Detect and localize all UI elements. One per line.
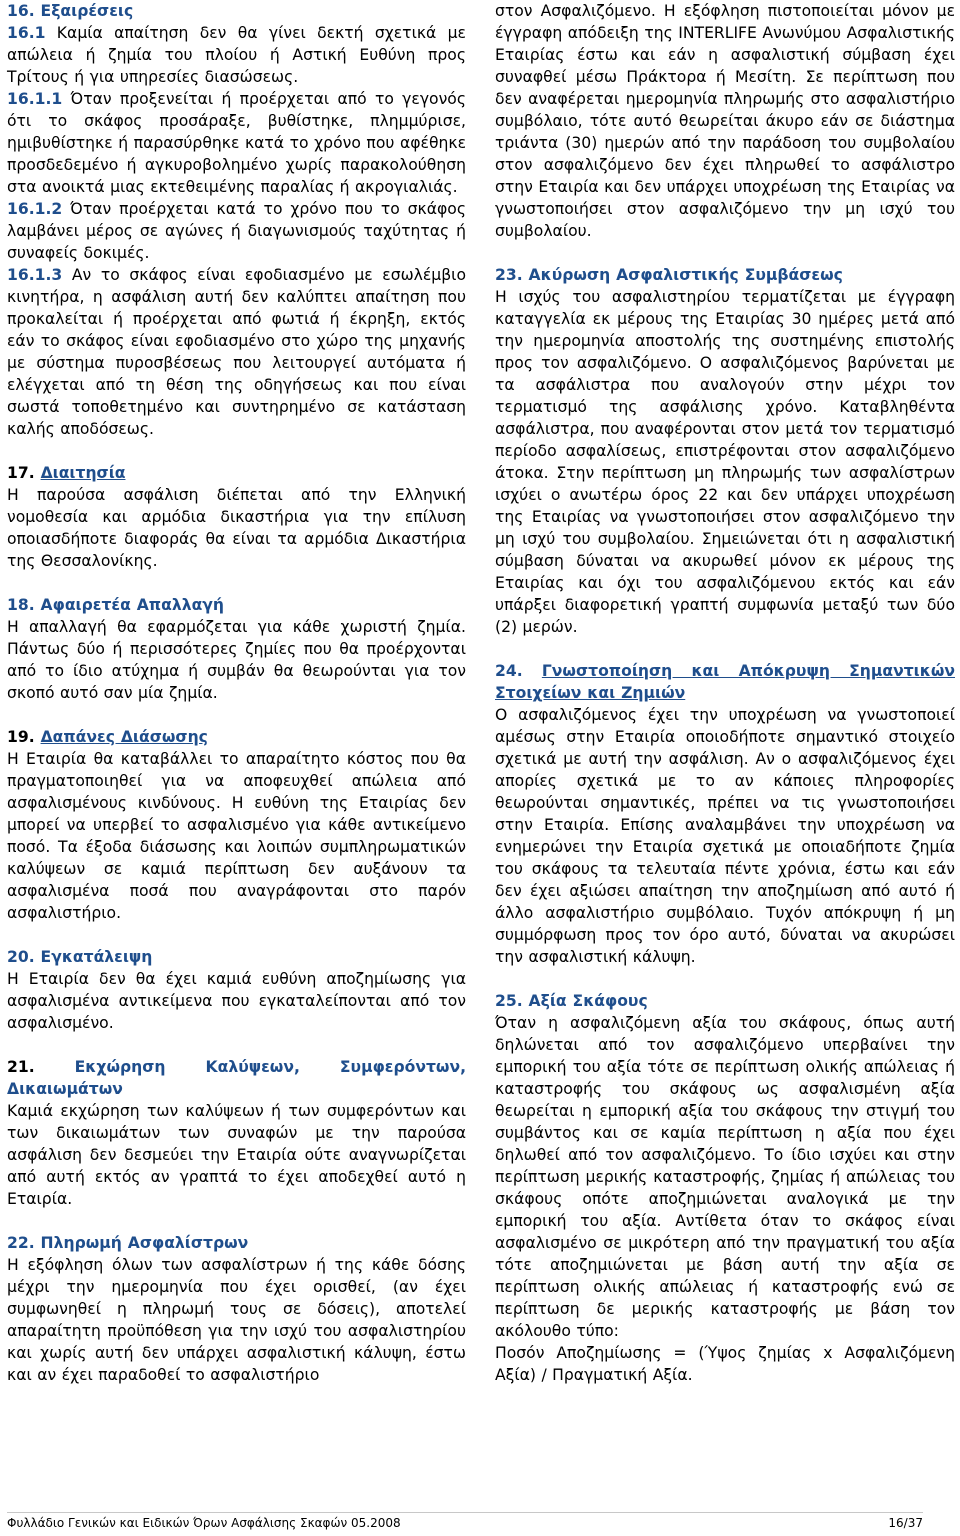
clause-16-1-2 <box>7 198 466 264</box>
section-19-title: Δαπάνες Διάσωσης <box>40 728 208 746</box>
footer-document-title: Φυλλάδιο Γενικών και Ειδικών Όρων Ασφάλισης Σκαφών 05.2008 <box>7 1516 401 1530</box>
section-22-continued: στον Ασφαλιζόμενο. Η εξόφληση πιστοποιείται μόνον με έγγραφη απόδειξη της INTERLIFE Ανωνύμου Ασφαλιστικής Εταιρίας έστω και εάν η ασφαλιστική σύμβαση έχει συναφθεί μέσω Πράκτορα ή Μεσίτη. Σε περίπτωση που δεν αναφέρεται ημερομηνία πληρωμής στο ασφαλιστήριο συμβόλαιο, τότε αυτό θεωρείται άκυρο εάν σε διάστημα τριάντα (30) ημερών από την παράδοση του συμβολαίου στον ασφαλιζόμενο δεν έχει πληρωθεί το ασφάλιστρο στην Εταιρία και δεν υπάρχει υποχρέωση της Εταιρίας να γνωστοποιήσει στον ασφαλιζόμενο την μη ισχύ του συμβολαίου. <box>495 2 955 240</box>
clause-16-1-number: 16.1 <box>7 24 46 42</box>
clause-16-1-2-text: Όταν προέρχεται κατά το χρόνο που το σκάφος λαμβάνει μέρος σε αγώνες ή διαγωνισμούς ταχύτητας ή συναφείς δοκιμές. <box>7 200 466 262</box>
section-20-text: Η Εταιρία δεν θα έχει καμιά ευθύνη αποζημίωσης για ασφαλισμένα αντικείμενα που εγκαταλείπονται από τον ασφαλισμένο. <box>7 970 466 1032</box>
section-22-text: Η εξόφληση όλων των ασφαλίστρων ή της κάθε δόσης μέχρι την ημερομηνία που έχει ορισθεί, (αν έχει συμφωνηθεί η πληρωμή τους σε δόσεις), αποτελεί απαραίτητη προϋπόθεση για την ισχύ του ασφαλιστηρίου και χωρίς αυτή δεν υπάρχει ασφαλιστική κάλυψη, έστω και αν έχει παραδοθεί το ασφαλιστήριο <box>7 1256 466 1384</box>
section-20-heading: 20. Εγκατάλειψη <box>7 948 153 966</box>
section-23-heading: 23. Ακύρωση Ασφαλιστικής Συμβάσεως <box>495 266 843 284</box>
page-footer <box>7 1516 923 1530</box>
clause-16-1-2-number: 16.1.2 <box>7 200 63 218</box>
section-24-number: 24. <box>495 662 523 680</box>
section-19-heading <box>7 726 466 748</box>
section-18-heading: 18. Αφαιρετέα Απαλλαγή <box>7 596 225 614</box>
section-19-number: 19. <box>7 728 35 746</box>
section-21-text: Καμιά εκχώρηση των καλύψεων ή των συμφερόντων και των δικαιωμάτων των συναφών με την παρούσα ασφάλιση δεν δεσμεύει την Εταιρία ούτε αναγνωρίζεται από αυτή εκτός αν γραπτά το έχει αποδεχθεί αυτό η Εταιρία. <box>7 1102 466 1208</box>
section-17-title: Διαιτησία <box>40 464 126 482</box>
clause-16-1-1 <box>7 88 466 198</box>
clause-16-1-1-text: Όταν προξενείται ή προέρχεται από το γεγονός ότι το σκάφος προσάραξε, βυθίστηκε, πλημμύρισε, ημιβυθίστηκε ή παρασύρθηκε κατά το χρόνο που αφέθηκε προσδεδεμένο ή αγκυροβολημένο χωρίς παρακολούθηση στα ανοικτά μιας εκτεθειμένης παραλίας ή ακρογιαλιάς. <box>7 90 466 196</box>
section-21-number: 21. <box>7 1058 35 1076</box>
clause-16-1-3-number: 16.1.3 <box>7 266 63 284</box>
section-21-heading <box>7 1056 466 1100</box>
section-24-heading <box>495 660 955 704</box>
section-21-title: Εκχώρηση Καλύψεων, Συμφερόντων, Δικαιωμάτων <box>7 1058 466 1098</box>
section-24-title: Γνωστοποίηση και Απόκρυψη Σημαντικών Στοιχείων και Ζημιών <box>495 662 955 702</box>
clause-16-1-text: Καμία απαίτηση δεν θα γίνει δεκτή σχετικά με απώλεια ή ζημία του πλοίου ή Αστική Ευθύνη προς Τρίτους ή για υπηρεσίες διασώσεως. <box>7 24 466 86</box>
section-19-text: Η Εταιρία θα καταβάλλει το απαραίτητο κόστος που θα πραγματοποιηθεί για να αποφευχθεί απώλεια από ασφαλισμένους κινδύνους. Η ευθύνη της Εταιρίας δεν μπορεί να υπερβεί το ασφαλισμένο για κάθε αντικείμενο ποσό. Τα έξοδα διάσωσης και λοιπών συμπληρωματικών καλύψεων σε καμιά περίπτωση δεν αυξάνουν τα ασφαλισμένα ποσά που αναγράφονται στο παρόν ασφαλιστήριο. <box>7 750 466 922</box>
section-22-heading: 22. Πληρωμή Ασφαλίστρων <box>7 1234 249 1252</box>
section-17-number: 17. <box>7 464 35 482</box>
section-16-heading: 16. Εξαιρέσεις <box>7 2 134 20</box>
clause-16-1-3-text: Αν το σκάφος είναι εφοδιασμένο με εσωλέμβιο κινητήρα, η ασφάλιση αυτή δεν καλύπτει απαίτηση που προκαλείται ή προέρχεται από φωτιά ή έκρηξη, εκτός εάν το σκάφος είναι εφοδιασμένο στο χώρο της μηχανής με σύστημα πυροσβέσεως που λειτουργεί αυτόματα ή ελέγχεται από τη θέση της οδηγήσεως και που είναι σωστά τοποθετημένο και συντηρημένο σε κατάσταση καλής αποδόσεως. <box>7 266 466 438</box>
section-17-heading <box>7 462 466 484</box>
section-25-text: Όταν η ασφαλιζόμενη αξία του σκάφους, όπως αυτή δηλώνεται από τον ασφαλιζόμενο υπερβαίνει την εμπορική του αξία τότε σε περίπτωση ολικής απώλειας ή καταστροφής του σκάφους ως ασφαλισμένη αξία θεωρείται η εμπορική αξία του σκάφους την στιγμή του συμβάντος και σε καμία περίπτωση η αξία που έχει δηλωθεί από τον ασφαλιζόμενο. Το ίδιο ισχύει και στην περίπτωση μερικής καταστροφής, ζημίας ή απώλειας του σκάφους οπότε αποζημιώνεται αναλογικά με την εμπορική του αξία. Αντίθετα όταν το σκάφος είναι ασφαλισμένο σε μικρότερη από την πραγματική του αξία τότε αποζημιώνεται με βάση αυτή την αξία σε περίπτωση ολικής απώλειας ή καταστροφής ενώ σε περίπτωση δε μερικής καταστροφής με βάση τον ακόλουθο τύπο: <box>495 1014 955 1340</box>
section-25-heading: 25. Αξία Σκάφους <box>495 992 648 1010</box>
left-column <box>7 0 466 1386</box>
clause-16-1-1-number: 16.1.1 <box>7 90 63 108</box>
compensation-formula: Ποσόν Αποζημίωσης = (Ύψος ζημίας x Ασφαλιζόμενη Αξία) / Πραγματική Αξία. <box>495 1344 955 1384</box>
footer-page-number: 16/37 <box>888 1516 923 1530</box>
clause-16-1 <box>7 22 466 88</box>
section-17-text: Η παρούσα ασφάλιση διέπεται από την Ελληνική νομοθεσία και αρμόδια δικαστήρια για την επίλυση οποιασδήποτε διαφοράς θα είναι τα αρμόδια Δικαστήρια της Θεσσαλονίκης. <box>7 486 466 570</box>
section-18-text: Η απαλλαγή θα εφαρμόζεται για κάθε χωριστή ζημία. Πάντως δύο ή περισσότερες ζημίες που θα προέρχονται από το ίδιο ατύχημα ή συμβάν θα θεωρούνται για τον σκοπό αυτό σαν μία ζημία. <box>7 618 466 702</box>
section-23-text: Η ισχύς του ασφαλιστηρίου τερματίζεται με έγγραφη καταγγελία εκ μέρους της Εταιρίας 30 ημέρες μετά από την ημερομηνία αποστολής της συστημένης επιστολής προς τον ασφαλιζόμενο. Ο ασφαλιζόμενος βαρύνεται με τα ασφάλιστρα που αναλογούν στην μέχρι τον τερματισμό της ασφάλισης χρόνο. Καταβληθέντα ασφάλιστρα, που αναφέρονται στον μετά τον τερματισμό περίοδο ασφαλίσεως, επιστρέφονται στον ασφαλιζόμενο άτοκα. Στην περίπτωση μη πληρωμής των ασφαλίστρων ισχύει ο ανωτέρω όρος 22 και δεν υπάρχει υποχρέωση της Εταιρίας να γνωστοποιήσει στον ασφαλιζόμενο την μη ισχύ του συμβολαίου. Σημειώνεται ότι η ασφαλιστική σύμβαση δύναται να ακυρωθεί μόνον εκ μέρους της Εταιρίας και όχι του ασφαλιζόμενου εκτός και εάν υπάρξει διαφορετική γραπτή συμφωνία μεταξύ των δύο (2) μερών. <box>495 288 955 636</box>
footer-divider <box>7 1512 923 1513</box>
right-column <box>495 0 955 1386</box>
section-24-text: Ο ασφαλιζόμενος έχει την υποχρέωση να γνωστοποιεί αμέσως στην Εταιρία οποιοδήποτε σημαντικό στοιχείο σχετικά με αυτή την ασφάλιση. Αν ο ασφαλιζόμενος έχει απορίες σχετικά με το αν κάποιες πληροφορίες θεωρούνται σημαντικές, πρέπει να τις γνωστοποιήσει στην Εταιρία. Επίσης αναλαμβάνει την υποχρέωση να ενημερώνει την Εταιρία σχετικά με οποιαδήποτε ζημία του σκάφους τα τελευταία πέντε χρόνια, έστω και εάν δεν έχει αξιώσει απαίτηση την αποζημίωση από αυτό ή άλλο ασφαλιστήριο συμβόλαιο. Τυχόν απόκρυψη ή μη συμμόρφωση προς τον όρο αυτό, δύναται να ακυρώσει την ασφαλιστική κάλυψη. <box>495 706 955 966</box>
clause-16-1-3 <box>7 264 466 440</box>
